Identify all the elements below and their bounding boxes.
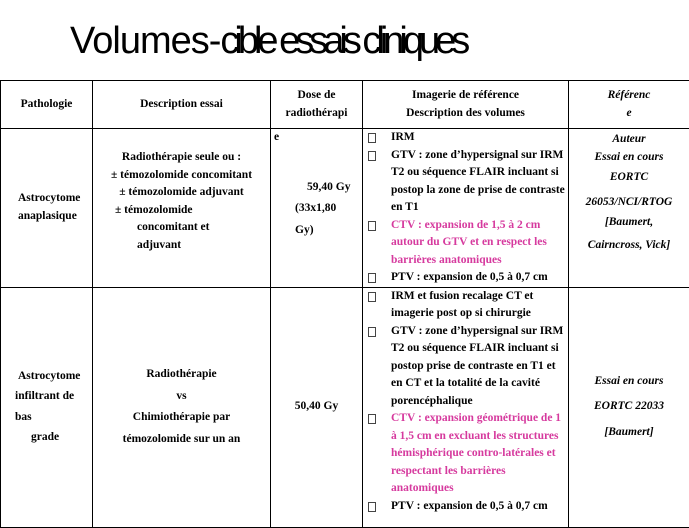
- volume-item: IRM et fusion recalage CT et imagerie post op si chirurgie: [363, 288, 566, 323]
- checkbox-icon: [368, 273, 376, 283]
- title-compressed: cible essais cliniques: [220, 22, 465, 60]
- row2-description: Radiothérapie vs Chimiothérapie par témozolomide sur un an: [93, 287, 271, 527]
- checkbox-icon: [368, 502, 376, 512]
- trials-table: [0, 80, 689, 528]
- title-main: Volumes-: [70, 20, 220, 62]
- volume-item: PTV : expansion de 0,5 à 0,7 cm: [363, 498, 566, 516]
- checkbox-icon: [368, 151, 376, 161]
- row2-volumes: [363, 287, 569, 527]
- checkbox-icon: [368, 133, 376, 143]
- row1-pathologie: Astrocytome anaplasique: [1, 129, 93, 288]
- checkbox-icon: [368, 414, 376, 424]
- checkbox-icon: [368, 327, 376, 337]
- row2-pathologie: Astrocytome infiltrant de bas grade: [1, 287, 93, 527]
- table-row: [1, 129, 689, 288]
- row1-reference: Auteur Essai en cours EORTC 26053/NCI/RTOG [Baumert, Cairncross, Vick]: [569, 129, 689, 288]
- header-pathologie: Pathologie: [1, 81, 93, 129]
- table-row: [1, 287, 689, 527]
- volume-item: PTV : expansion de 0,5 à 0,7 cm: [363, 269, 566, 287]
- volume-item: GTV : zone d’hypersignal sur IRM T2 ou séquence FLAIR incluant si postop prise de contraste en T1 et en CT et la totalité de la cavité porencéphalique: [363, 323, 566, 411]
- volume-item: IRM: [363, 129, 566, 147]
- header-reference: Référenc e: [569, 81, 689, 129]
- row1-volumes: [363, 129, 569, 288]
- row2-dose: 50,40 Gy: [271, 287, 363, 527]
- volume-item: GTV : zone d’hypersignal sur IRM T2 ou séquence FLAIR incluant si postop la zone de prise de contraste en T1: [363, 147, 566, 217]
- header-description: Description essai: [93, 81, 271, 129]
- header-dose: Dose de radiothérapi: [271, 81, 363, 129]
- row1-dose: e 59,40 Gy (33x1,80 Gy): [271, 129, 363, 288]
- slide-title: [70, 22, 465, 60]
- volume-item-highlight: CTV : expansion géométrique de 1 à 1,5 cm en excluant les structures hémisphérique contro-latérales et respectant les barrières anatomiques: [363, 410, 566, 498]
- row2-reference: Essai en cours EORTC 22033 [Baumert]: [569, 287, 689, 527]
- header-row: [1, 81, 689, 129]
- checkbox-icon: [368, 292, 376, 302]
- header-imagerie: Imagerie de référence Description des volumes: [363, 81, 569, 129]
- row1-description: Radiothérapie seule ou : ± témozolomide concomitant ± témozolomide adjuvant ± témozolomide concomitant et adjuvant: [93, 129, 271, 288]
- checkbox-icon: [368, 221, 376, 231]
- volume-item-highlight: CTV : expansion de 1,5 à 2 cm autour du GTV et en respect les barrières anatomiques: [363, 217, 566, 270]
